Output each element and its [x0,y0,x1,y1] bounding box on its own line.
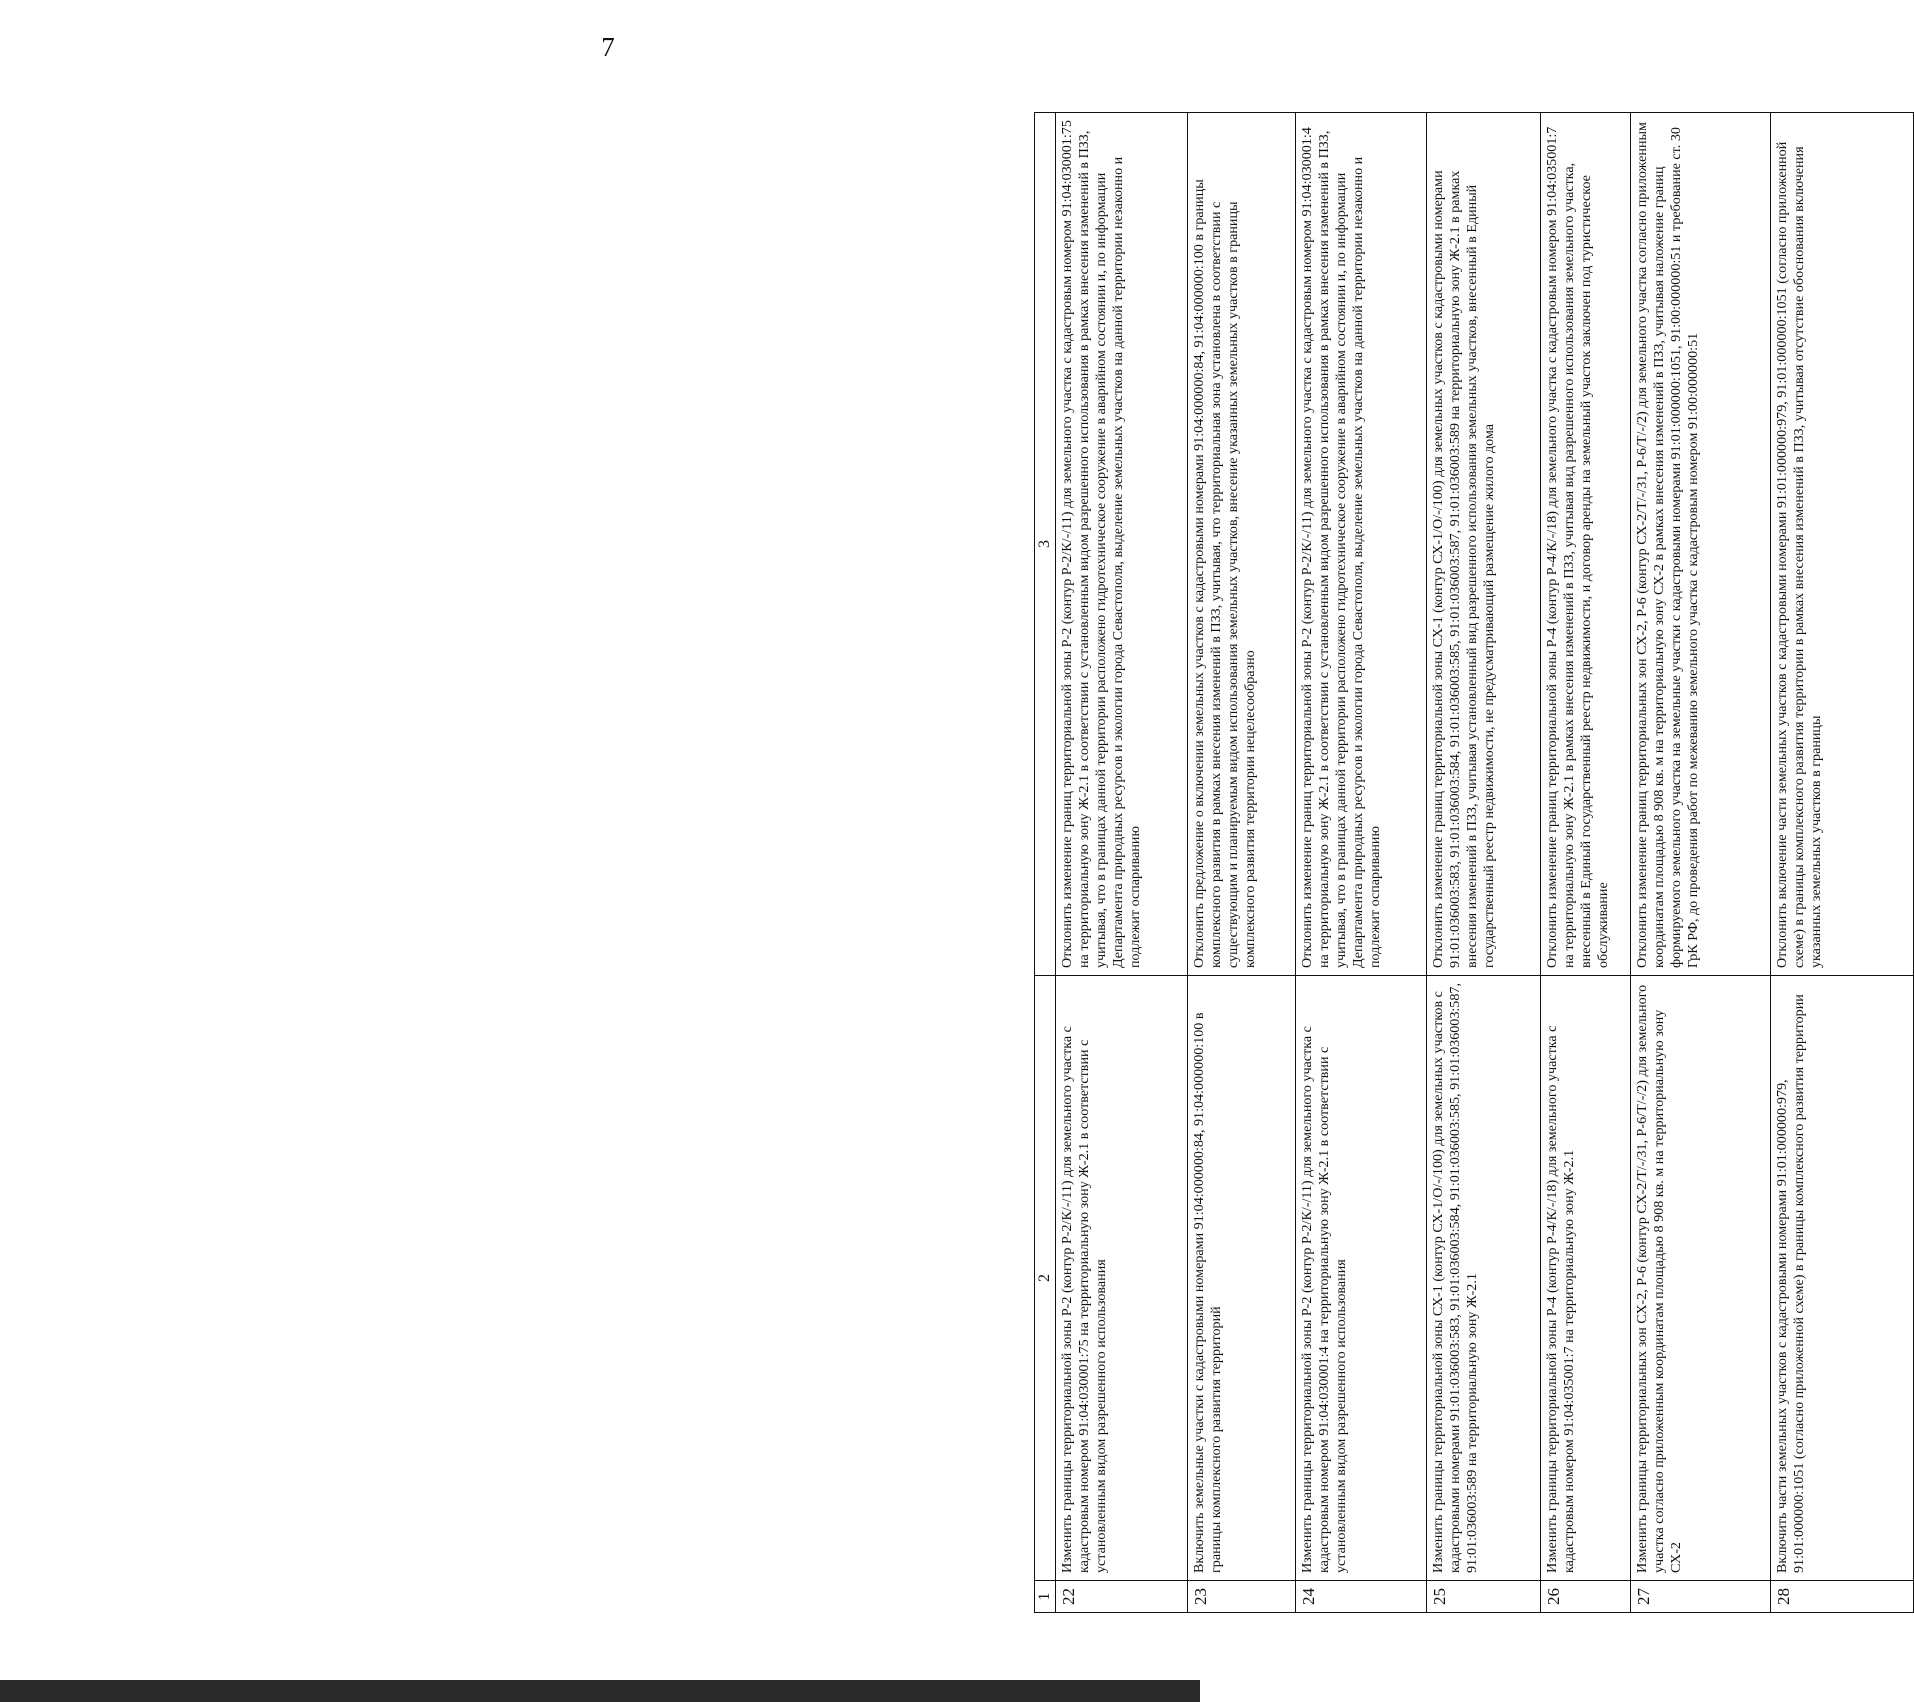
row-decision: Отклонить изменение границ территориальных зон СХ-2, Р-6 (контур СХ-2/Т/-/31, Р-6/Т/-/2) для земельного участка согласно приложенным координатам площадью 8 908 кв. м на территориальную зону СХ-2 в рамках внесения изменений в ПЗЗ, учитывая наложение границ формируемого земельного участка на земельные участки с кадастровыми номерами 91:01:000000:1051, 91:00:000000:51 и требование ст. 30 ГрК РФ, до проведения работ по межеванию земельного участка с кадастровым номером 91:00:000000:51 [1631,113,1771,976]
table-rotated-wrapper [1034,113,1914,1613]
decisions-table [1034,112,1914,1613]
row-decision: Отклонить изменение границ территориальной зоны Р-2 (контур Р-2/К/-/11) для земельного участка с кадастровым номером 91:04:030001:75 на территориальную зону Ж-2.1 в соответствии с установленным видом разрешенного использования в рамках внесения изменений в ПЗЗ, учитывая, что в границах данной территории расположено гидротехническое сооружение в аварийном состоянии и, по информации Департамента природных ресурсов и экологии города Севастополя, выделение земельных участков на данной территории незаконно и подлежит оспариванию [1056,113,1188,976]
row-proposal: Изменить границы территориальных зон СХ-2, Р-6 (контур СХ-2/Т/-/31, Р-6/Т/-/2) для земельного участка согласно приложенным координатам площадью 8 908 кв. м на территориальную зону СХ-2 [1631,976,1771,1581]
row-proposal: Изменить границы территориальной зоны Р-4 (контур Р-4/К/-/18) для земельного участка с кадастровым номером 91:04:035001:7 на территориальную зону Ж-2.1 [1541,976,1631,1581]
row-decision: Отклонить изменение границ территориальной зоны СХ-1 (контур СХ-1/О/-/100) для земельных участков с кадастровыми номерами 91:01:036003:583, 91:01:036003:584, 91:01:036003:585, 91:01:036003:587, 91:01:036003:589 на территориальную зону Ж-2.1 в рамках внесения изменений в ПЗЗ, учитывая установленный вид разрешенного использования земельных участков, внесенный в Единый государственный реестр недвижимости, не предусматривающий размещение жилого дома [1427,113,1541,976]
table-row [1771,113,1914,1613]
row-proposal: Изменить границы территориальной зоны Р-2 (контур Р-2/К/-/11) для земельного участка с кадастровым номером 91:04:030001:75 на территориальную зону Ж-2.1 в соответствии с установленным видом разрешенного использования [1056,976,1188,1581]
row-number: 28 [1771,1581,1914,1613]
column-header-proposal: 2 [1035,976,1056,1581]
row-decision: Отклонить включение части земельных участков с кадастровыми номерами 91:01:000000:979, 91:01:000000:1051 (согласно приложенной схеме) в границы комплексного развития территории в рамках внесения изменений в ПЗЗ, учитывая отсутствие обоснования включения указанных земельных участков в границы [1771,113,1914,976]
row-number: 22 [1056,1581,1188,1613]
table-row [1296,113,1427,1613]
table-row [1056,113,1188,1613]
column-header-number: 1 [1035,1581,1056,1613]
table-row [1188,113,1296,1613]
scan-bottom-edge [0,1680,1200,1702]
table-row [1631,113,1771,1613]
table-row [1427,113,1541,1613]
row-proposal: Включить части земельных участков с кадастровыми номерами 91:01:000000:979, 91:01:000000:1051 (согласно приложенной схеме) в границы комплексного развития территории [1771,976,1914,1581]
row-proposal: Изменить границы территориальной зоны СХ-1 (контур СХ-1/О/-/100) для земельных участков с кадастровыми номерами 91:01:036003:583, 91:01:036003:584, 91:01:036003:585, 91:01:036003:587, 91:01:036003:589 на территориальную зону Ж-2.1 [1427,976,1541,1581]
table-header-row [1035,113,1056,1613]
row-proposal: Изменить границы территориальной зоны Р-2 (контур Р-2/К/-/11) для земельного участка с кадастровым номером 91:04:030001:4 на территориальную зону Ж-2.1 в соответствии с установленным видом разрешенного использования [1296,976,1427,1581]
row-number: 26 [1541,1581,1631,1613]
row-decision: Отклонить предложение о включении земельных участков с кадастровыми номерами 91:04:000000:84, 91:04:000000:100 в границы комплексного развития в рамках внесения изменений в ПЗЗ, учитывая, что территориальная зона установлена в соответствии с существующим и планируемым видом использования земельных участков, внесение указанных земельных участков в границы комплексного развития территории нецелесообразно [1188,113,1296,976]
page-number: 7 [601,32,615,62]
column-header-decision: 3 [1035,113,1056,976]
row-number: 27 [1631,1581,1771,1613]
row-number: 24 [1296,1581,1427,1613]
row-number: 23 [1188,1581,1296,1613]
table-row [1541,113,1631,1613]
row-proposal: Включить земельные участки с кадастровыми номерами 91:04:000000:84, 91:04:000000:100 в границы комплексного развития территорий [1188,976,1296,1581]
row-decision: Отклонить изменение границ территориальной зоны Р-4 (контур Р-4/К/-/18) для земельного участка с кадастровым номером 91:04:035001:7 на территориальную зону Ж-2.1 в рамках внесения изменений в ПЗЗ, учитывая вид разрешенного использования земельного участка, внесенный в Единый государственный реестр недвижимости, и договор аренды на земельный участок заключен под туристическое обслуживание [1541,113,1631,976]
row-number: 25 [1427,1581,1541,1613]
row-decision: Отклонить изменение границ территориальной зоны Р-2 (контур Р-2/К/-/11) для земельного участка с кадастровым номером 91:04:030001:4 на территориальную зону Ж-2.1 в соответствии с установленным видом разрешенного использования в рамках внесения изменений в ПЗЗ, учитывая, что в границах данной территории расположено гидротехническое сооружение в аварийном состоянии и, по информации Департамента природных ресурсов и экологии города Севастополя, выделение земельных участков на данной территории незаконно и подлежит оспариванию [1296,113,1427,976]
